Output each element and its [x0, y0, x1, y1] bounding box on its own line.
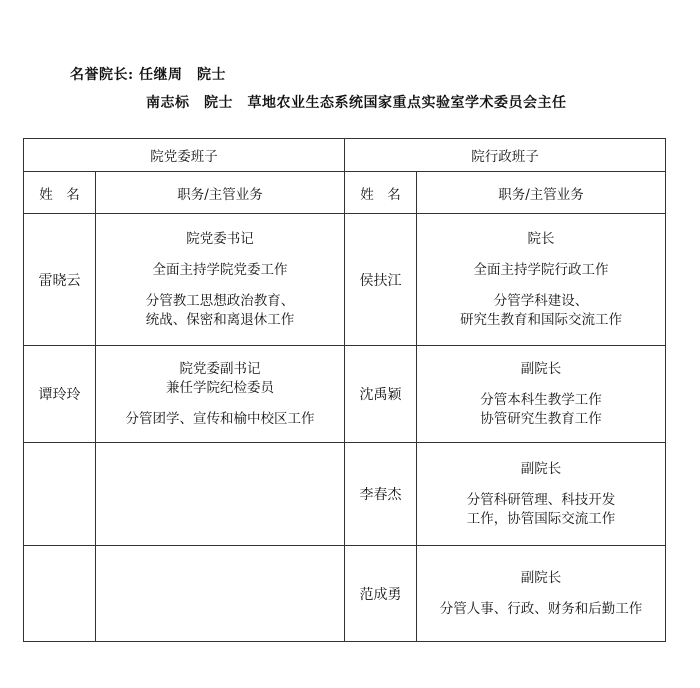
duty-line: 协管研究生教育工作 [480, 410, 602, 427]
leadership-table [23, 138, 666, 642]
honorary-president-line-1 [70, 64, 226, 84]
honorary-person-1: 任继周 院士 [139, 67, 227, 83]
admin-member-duty [417, 546, 666, 642]
duty-line: 分管教工思想政治教育、 [145, 292, 295, 309]
table-row [24, 546, 666, 642]
party-member-name [24, 546, 96, 642]
duty-line: 院党委书记 [186, 230, 254, 247]
duty-line: 分管科研管理、科技开发 [466, 491, 616, 508]
party-member-duty [96, 443, 345, 546]
duty-line: 全面主持学院行政工作 [473, 261, 609, 278]
duty-line: 副院长 [520, 460, 562, 477]
duty-line: 分管学科建设、 [493, 292, 589, 309]
admin-name-header: 姓 名 [345, 172, 417, 214]
duty-line: 副院长 [520, 569, 562, 586]
party-duty-header: 职务/主管业务 [96, 172, 345, 214]
duty-line: 统战、保密和离退休工作 [145, 311, 295, 328]
admin-section-header: 院行政班子 [345, 139, 666, 172]
duty-line: 兼任学院纪检委员 [166, 379, 274, 396]
table-row [24, 214, 666, 346]
duty-line: 副院长 [520, 360, 562, 377]
admin-member-duty [417, 443, 666, 546]
admin-member-duty [417, 346, 666, 443]
honorary-person-2: 南志标 院士 草地农业生态系统国家重点实验室学术委员会主任 [146, 95, 567, 111]
party-member-name: 谭玲玲 [24, 346, 96, 443]
admin-duty-header: 职务/主管业务 [417, 172, 666, 214]
duty-line: 全面主持学院党委工作 [152, 261, 288, 278]
honorary-label: 名誉院长: [70, 67, 134, 83]
party-name-header: 姓 名 [24, 172, 96, 214]
duty-line: 研究生教育和国际交流工作 [460, 311, 622, 328]
column-header-row [24, 172, 666, 214]
table-row [24, 346, 666, 443]
party-member-duty [96, 546, 345, 642]
party-member-name: 雷晓云 [24, 214, 96, 346]
party-member-duty [96, 346, 345, 443]
duty-line: 分管团学、宣传和榆中校区工作 [125, 410, 315, 427]
section-header-row [24, 139, 666, 172]
admin-member-duty [417, 214, 666, 346]
honorary-president-line-2 [146, 92, 567, 112]
duty-line: 工作，协管国际交流工作 [466, 510, 616, 527]
duty-line: 分管本科生教学工作 [480, 391, 602, 408]
admin-member-name: 沈禹颖 [345, 346, 417, 443]
party-member-name [24, 443, 96, 546]
party-member-duty [96, 214, 345, 346]
duty-line: 院党委副书记 [179, 360, 261, 377]
admin-member-name: 李春杰 [345, 443, 417, 546]
admin-member-name: 侯扶江 [345, 214, 417, 346]
party-section-header: 院党委班子 [24, 139, 345, 172]
table-row [24, 443, 666, 546]
duty-line: 分管人事、行政、财务和后勤工作 [439, 600, 643, 617]
admin-member-name: 范成勇 [345, 546, 417, 642]
duty-line: 院长 [527, 230, 555, 247]
